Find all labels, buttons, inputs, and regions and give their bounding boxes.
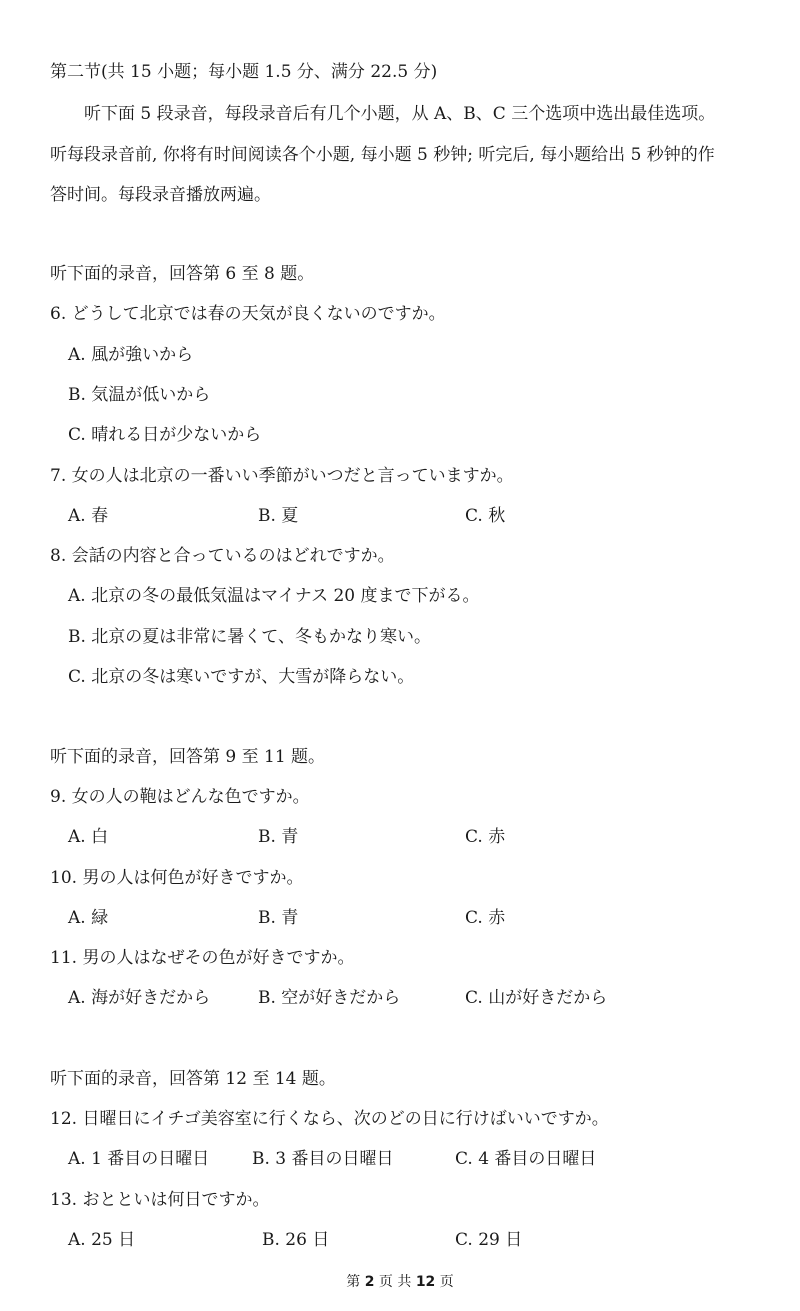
- answer-option: C. 山が好きだから: [465, 988, 608, 1008]
- footer-suffix: 页: [439, 1274, 454, 1290]
- answer-option: A. 海が好きだから: [68, 988, 211, 1008]
- page-total: 12: [415, 1274, 436, 1290]
- answer-option: A. 25 日: [68, 1230, 136, 1250]
- answer-option: A. 1 番目の日曜日: [68, 1149, 210, 1169]
- answer-option: B. 北京の夏は非常に暑くて、冬もかなり寒い。: [68, 627, 431, 647]
- answer-option: B. 青: [258, 827, 299, 847]
- group-intro: 听下面的录音，回答第 12 至 14 题。: [50, 1069, 336, 1089]
- instruction-line-2: 听每段录音前, 你将有时间阅读各个小题, 每小题 5 秒钟; 听完后, 每小题给出 5 秒钟的作: [50, 145, 715, 165]
- answer-option: B. 空が好きだから: [258, 988, 401, 1008]
- footer-prefix: 第: [346, 1274, 361, 1290]
- answer-option: C. 秋: [465, 506, 506, 526]
- answer-option: A. 北京の冬の最低気温はマイナス 20 度まで下がる。: [68, 586, 480, 606]
- answer-option: B. 26 日: [262, 1230, 330, 1250]
- answer-option: C. 4 番目の日曜日: [455, 1149, 597, 1169]
- question-stem: 6. どうして北京では春の天気が良くないのですか。: [50, 304, 446, 324]
- question-stem: 7. 女の人は北京の一番いい季節がいつだと言っていますか。: [50, 466, 514, 486]
- answer-option: A. 緑: [68, 908, 109, 928]
- answer-option: C. 赤: [465, 827, 506, 847]
- group-intro: 听下面的录音，回答第 6 至 8 题。: [50, 264, 315, 284]
- answer-option: B. 青: [258, 908, 299, 928]
- answer-option: C. 29 日: [455, 1230, 523, 1250]
- answer-option: A. 春: [68, 506, 109, 526]
- answer-option: B. 3 番目の日曜日: [252, 1149, 394, 1169]
- question-stem: 8. 会話の内容と合っているのはどれですか。: [50, 546, 395, 566]
- page-footer: [0, 1272, 800, 1292]
- question-stem: 11. 男の人はなぜその色が好きですか。: [50, 948, 355, 968]
- answer-option: B. 夏: [258, 506, 299, 526]
- section-title: 第二节(共 15 小题；每小题 1.5 分、满分 22.5 分): [50, 62, 438, 82]
- page-number: 2: [364, 1274, 375, 1290]
- instruction-line-3: 答时间。每段录音播放两遍。: [50, 185, 271, 205]
- question-stem: 12. 日曜日にイチゴ美容室に行くなら、次のどの日に行けばいいですか。: [50, 1109, 609, 1129]
- footer-middle: 页 共: [378, 1274, 412, 1290]
- answer-option: C. 晴れる日が少ないから: [68, 425, 262, 445]
- question-stem: 10. 男の人は何色が好きですか。: [50, 868, 304, 888]
- instruction-line-1: 听下面 5 段录音，每段录音后有几个小题，从 A、B、C 三个选项中选出最佳选项。: [84, 104, 716, 124]
- answer-option: C. 赤: [465, 908, 506, 928]
- answer-option: A. 白: [68, 827, 109, 847]
- question-stem: 9. 女の人の鞄はどんな色ですか。: [50, 787, 310, 807]
- answer-option: C. 北京の冬は寒いですが、大雪が降らない。: [68, 667, 415, 687]
- question-stem: 13. おとといは何日ですか。: [50, 1190, 270, 1210]
- answer-option: A. 風が強いから: [68, 345, 194, 365]
- answer-option: B. 気温が低いから: [68, 385, 211, 405]
- group-intro: 听下面的录音，回答第 9 至 11 题。: [50, 747, 326, 767]
